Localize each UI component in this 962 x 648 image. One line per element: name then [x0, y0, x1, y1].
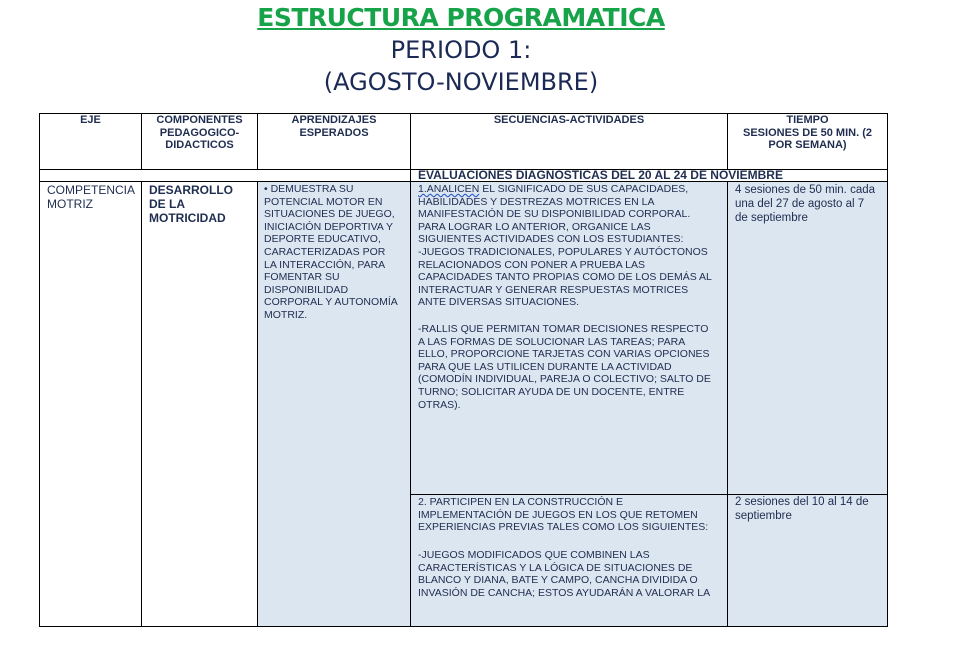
document-title: ESTRUCTURA PROGRAMATICA: [257, 3, 665, 32]
table-border-right: [887, 113, 888, 627]
activity-1-rallies: -RALLIS QUE PERMITAN TOMAR DECISIONES RESPECTO A LAS FORMAS DE SOLUCIONAR LAS TAREAS; PARA ELLO, PROPORCIONE TARJETAS CON VARIAS OPCIONES PARA QUE LAS UTILICEN DURANTE LA ACTIVIDAD (COMODÍN INDIVIDUAL, PAREJA O COLECTIVO; SALTO DE TURNO; SOLICITAR AYUDA DE UN DOCENTE, ENTRE OTRAS).: [418, 323, 711, 411]
time-2: 2 sesiones del 10 al 14 de septiembre: [735, 496, 869, 522]
activity-1-verb: 1.ANALICEN: [418, 183, 480, 195]
period-months: (AGOSTO-NOVIEMBRE): [323, 68, 599, 96]
activity-2-games: -JUEGOS MODIFICADOS QUE COMBINEN LAS CARACTERÍSTICAS Y LA LÓGICA DE SITUACIONES DE BLANCO Y DIANA, BATE Y CAMPO, CANCHA DIVIDIDA O INVASIÓN DE CANCHA; ESTOS AYUDARÁN A VALORAR LA: [418, 549, 711, 599]
header-aprendizajes: APRENDIZAJES ESPERADOS: [291, 114, 377, 139]
header-eje: EJE: [80, 114, 101, 126]
col-divider-2b: [257, 181, 258, 627]
componente-value: DESARROLLO DE LA MOTRICIDAD: [149, 183, 233, 225]
period-label: PERIODO 1:: [390, 36, 532, 64]
eje-value: COMPETENCIA MOTRIZ: [47, 183, 136, 211]
col-divider-1b: [141, 181, 142, 627]
activity-2-text: 2. PARTICIPEN EN LA CONSTRUCCIÓN E IMPLEMENTACIÓN DE JUEGOS EN LOS QUE RETOMEN EXPERIENCIAS PREVIAS TALES COMO LOS SIGUIENTES:: [418, 496, 709, 534]
header-secuencias: SECUENCIAS-ACTIVIDADES: [493, 114, 645, 126]
col-divider-3: [410, 113, 411, 627]
activity-1-text: [418, 183, 726, 309]
table-border-left: [39, 113, 40, 627]
aprendizaje-value: • DEMUESTRA SU POTENCIAL MOTOR EN SITUACIONES DE JUEGO, INICIACIÓN DEPORTIVA Y DEPORTE EDUCATIVO, CARACTERIZADAS POR LA INTERACCIÓN, PARA FOMENTAR SU DISPONIBILIDAD CORPORAL Y AUTONOMÍA MOTRIZ.: [264, 183, 398, 321]
header-tiempo: TIEMPO SESIONES DE 50 MIN. (2 POR SEMANA): [743, 114, 872, 151]
header-componentes: COMPONENTES PEDAGOGICO- DIDACTICOS: [156, 114, 243, 151]
activity-1-body: EL SIGNIFICADO DE SUS CAPACIDADES, HABILIDADES Y DESTREZAS MOTRICES EN LA MANIFESTACIÓN DE SU DISPONIBILIDAD CORPORAL. PARA LOGRAR LO ANTERIOR, ORGANICE LAS SIGUIENTES ACTIVIDADES CON LOS ESTUDIANTES: -JUEGOS TRADICIONALES, POPULARES Y AUTÓCTONOS RELACIONADOS CON PONER A PRUEBA LAS CAPACIDADES TANTO PROPIAS COMO DE LOS DEMÁS AL INTERACTUAR Y GENERAR RESPUESTAS MOTRICES ANTE DIVERSAS SITUACIONES.: [418, 183, 712, 309]
col-divider-4b: [727, 181, 728, 627]
time-1: 4 sesiones de 50 min. cada una del 27 de agosto al 7 de septiembre: [735, 184, 876, 224]
diagnostic-evaluation-row: EVALUACIONES DIAGNOSTICAS DEL 20 AL 24 DE NOVIEMBRE: [418, 168, 783, 182]
table-border-bottom: [39, 626, 888, 627]
tiempo-shade: [728, 182, 887, 626]
